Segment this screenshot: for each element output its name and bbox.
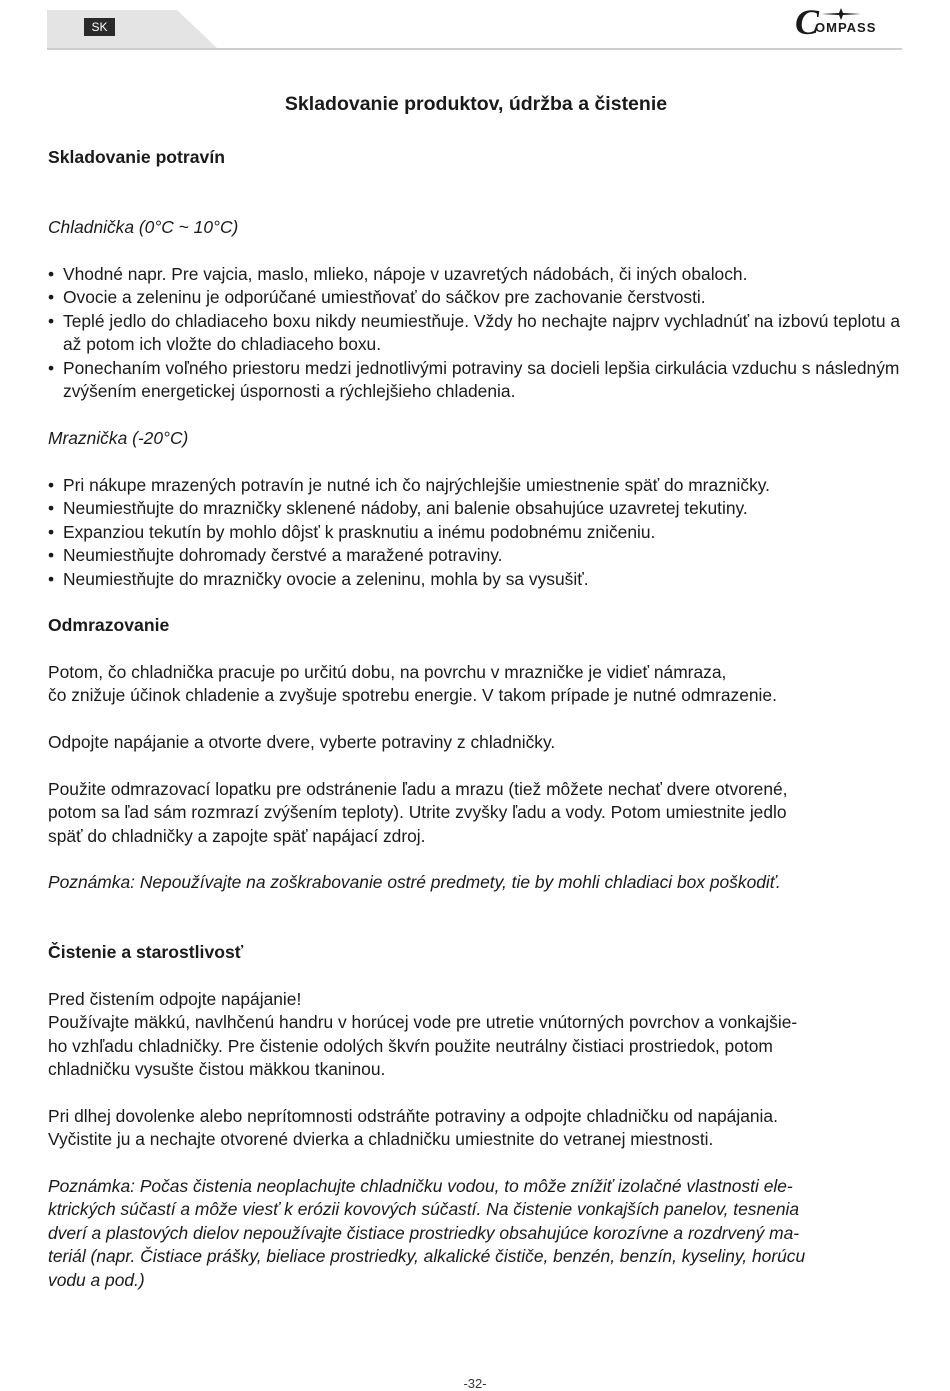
text-line: chladničku vysušte čistou mäkkou tkaninou. [48,1059,386,1080]
text-line: Pred čistením odpojte napájanie! [48,989,302,1009]
text-line: Potom, čo chladnička pracuje po určitú dobu, na povrchu v mrazničke je vidieť námraza, [48,662,727,682]
text-line: Poznámka: Počas čistenia neoplachujte chladničku vodou, to môže znížiť izolačné vlastnosti ele- [48,1176,793,1196]
text-line: dverí a plastových dielov nepoužívajte čistiace prostriedky obsahujúce korozívne a rozdrvený ma- [48,1222,800,1243]
cleaning-heading: Čistenie a starostlivosť [48,942,244,962]
list-item: • Vhodné napr. Pre vajcia, maslo, mlieko, nápoje v uzavretých nádobách, či iných obaloch. [48,263,904,286]
storage-heading: Skladovanie potravín [48,147,225,167]
text-line: Použite odmrazovací lopatku pre odstránenie ľadu a mrazu (tiež môžete nechať dvere otvorené, [48,779,788,799]
text-line: ktrických súčastí a môže viesť k erózii kovových súčastí. Na čistenie vonkajších panelov, tesnenia [48,1199,800,1220]
freezer-label: Mraznička (-20°C) [48,428,189,448]
text-line: Používajte mäkkú, navlhčenú handru v horúcej vode pre utretie vnútorných povrchov a vonkajšie- [48,1012,798,1033]
text-line: Pri dlhej dovolenke alebo neprítomnosti odstráňte potraviny a odpojte chladničku od napájania. [48,1106,778,1126]
defrost-paragraph-3 [48,778,904,848]
defrost-paragraph-2: Odpojte napájanie a otvorte dvere, vyberte potraviny z chladničky. [48,732,556,752]
freezer-list [48,474,904,591]
language-badge: SK [84,18,115,36]
fridge-label: Chladnička (0°C ~ 10°C) [48,217,239,237]
page-number: -32- [463,1376,487,1391]
cleaning-note [48,1175,904,1292]
text-line: teriál (napr. Čistiace prášky, bieliace prostriedky, alkalické čističe, benzén, benzín, kyseliny, horúcu [48,1246,806,1267]
list-item: • Expanziou tekutín by mohlo dôjsť k prasknutiu a inému podobnému zničeniu. [48,521,904,544]
compass-logo [795,4,903,40]
logo-initial: C [795,2,820,42]
defrost-note: Poznámka: Nepoužívajte na zoškrabovanie ostré predmety, tie by mohli chladiaci box poškodiť. [48,872,781,892]
text-line: čo znižuje účinok chladenie a zvyšuje spotrebu energie. V takom prípade je nutné odmrazenie. [48,685,777,706]
list-item: • Neumiestňujte do mrazničky ovocie a zeleninu, mohla by sa vysušiť. [48,568,904,591]
list-item: • Ovocie a zeleninu je odporúčané umiestňovať do sáčkov pre zachovanie čerstvosti. [48,286,904,309]
fridge-list [48,263,904,403]
list-item: • Pri nákupe mrazených potravín je nutné ich čo najrýchlejšie umiestnenie späť do mrazničky. [48,474,904,497]
text-line: ho vzhľadu chladničky. Pre čistenie odolých škvŕn použite neutrálny čistiaci prostriedok, potom [48,1035,773,1056]
list-item: • Neumiestňujte dohromady čerstvé a maražené potraviny. [48,544,904,567]
header-shade [47,10,217,48]
logo-text: OMPASS [815,20,877,35]
page-title: Skladovanie produktov, údržba a čistenie [284,93,668,115]
page-header [47,10,902,50]
cleaning-paragraph-2 [48,1105,904,1152]
defrost-paragraph-1 [48,661,904,708]
list-item: • Neumiestňujte do mrazničky sklenené nádoby, ani balenie obsahujúce uzavretej tekutiny. [48,497,904,520]
text-line: potom sa ľad sám rozmrazí zvýšením teploty). Utrite zvyšky ľadu a vody. Potom umiestnite jedlo [48,802,787,823]
defrost-heading: Odmrazovanie [48,615,170,635]
cleaning-paragraph-1 [48,988,904,1082]
list-item: • Teplé jedlo do chladiaceho boxu nikdy neumiestňuje. Vždy ho nechajte najprv vychladnúť na izbovú teplotu a až potom ich vložte do chladiaceho boxu. [48,310,904,357]
text-line: späť do chladničky a zapojte späť napájací zdroj. [48,825,426,846]
text-line: vodu a pod.) [48,1269,145,1290]
list-item: • Ponechaním voľného priestoru medzi jednotlivými potraviny sa docieli lepšia cirkulácia vzduchu s následným zvýšením energetickej úspornosti a rýchlejšieho chladenia. [48,357,904,404]
text-line: Vyčistite ju a nechajte otvorené dvierka a chladničku umiestnite do vetranej miestnosti. [48,1129,714,1150]
logo-star-icon [821,8,861,20]
